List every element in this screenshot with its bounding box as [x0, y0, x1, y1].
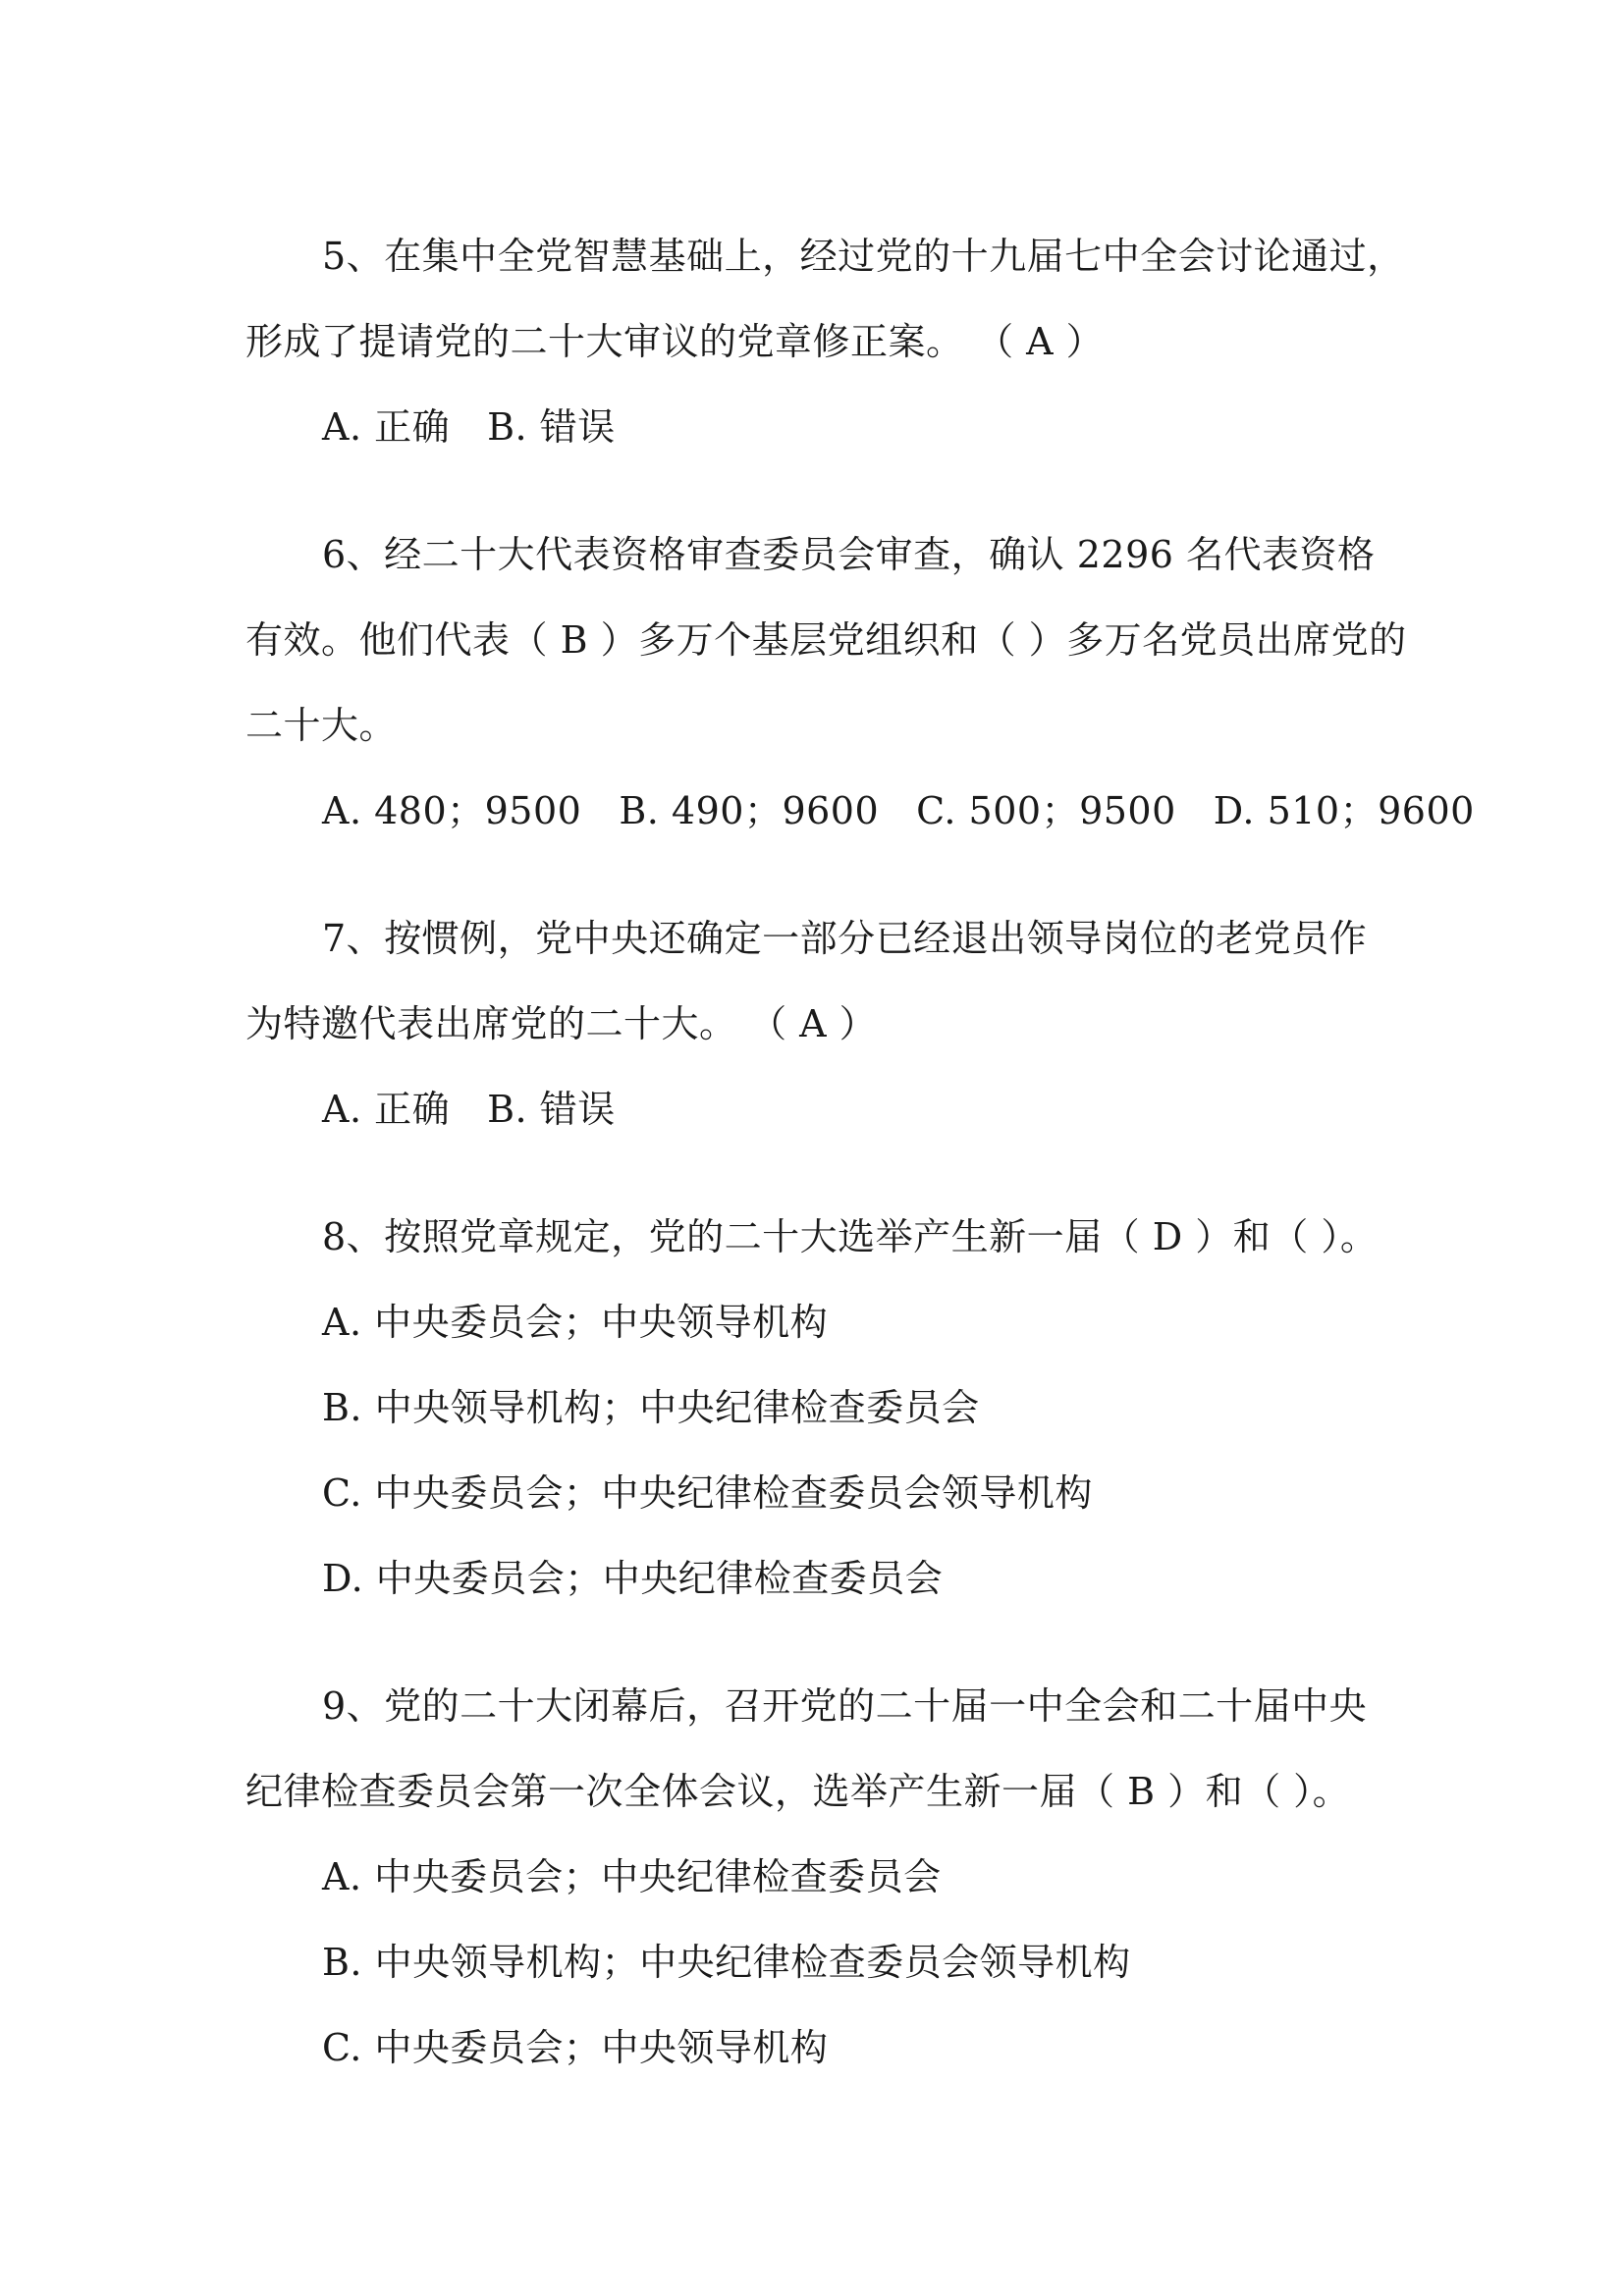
- option-c: C. 中央委员会；中央领导机构: [322, 2026, 829, 2069]
- option-a: A. 正确: [322, 405, 451, 449]
- option-row: [245, 385, 1389, 470]
- question-9: [245, 1664, 1389, 2091]
- option-a: A. 中央委员会；中央纪律检查委员会: [322, 1855, 942, 1898]
- question-text-line: 为特邀代表出席党的二十大。 （ A ）: [245, 1002, 878, 1045]
- option-a: A. 正确: [322, 1088, 451, 1131]
- question-gap: [245, 470, 1389, 512]
- question-7: [245, 896, 1389, 1152]
- option-b: B. 错误: [487, 1088, 616, 1131]
- question-8: [245, 1195, 1389, 1622]
- option-c: C. 500；9500: [916, 789, 1176, 832]
- question-text-line: 6、经二十大代表资格审查委员会审查，确认 2296 名代表资格: [322, 533, 1376, 576]
- option-a: A. 480；9500: [322, 789, 582, 832]
- option-d: D. 中央委员会；中央纪律检查委员会: [322, 1557, 944, 1600]
- question-6: [245, 512, 1475, 854]
- question-text-line: 二十大。: [245, 704, 398, 747]
- quiz-content: [245, 214, 1475, 2091]
- question-text-line: 有效。他们代表（ B ）多万个基层党组织和（ ）多万名党员出席党的: [245, 618, 1407, 662]
- question-text-line: 8、按照党章规定，党的二十大选举产生新一届（ D ）和（ ）。: [322, 1215, 1379, 1258]
- option-row: [245, 769, 1475, 854]
- question-text-line: 7、按惯例，党中央还确定一部分已经退出领导岗位的老党员作: [322, 917, 1368, 960]
- question-gap: [245, 1152, 1389, 1195]
- option-b: B. 中央领导机构；中央纪律检查委员会领导机构: [322, 1941, 1131, 1984]
- option-row: [245, 1067, 1389, 1152]
- question-5: [245, 214, 1405, 470]
- question-gap: [245, 854, 1389, 896]
- question-text-line: 9、党的二十大闭幕后，召开党的二十届一中全会和二十届中央: [322, 1684, 1368, 1728]
- option-d: D. 510；9600: [1213, 789, 1475, 832]
- option-b: B. 错误: [487, 405, 616, 449]
- option-b: B. 490；9600: [619, 789, 880, 832]
- question-text-line: 形成了提请党的二十大审议的党章修正案。 （ A ）: [245, 320, 1105, 363]
- question-text-line: 纪律检查委员会第一次全体会议，选举产生新一届（ B ）和（ ）。: [245, 1770, 1351, 1813]
- question-text-line: 5、在集中全党智慧基础上，经过党的十九届七中全会讨论通过，: [322, 235, 1405, 278]
- option-c: C. 中央委员会；中央纪律检查委员会领导机构: [322, 1471, 1093, 1515]
- option-a: A. 中央委员会；中央领导机构: [322, 1301, 829, 1344]
- question-gap: [245, 1622, 1389, 1664]
- option-b: B. 中央领导机构；中央纪律检查委员会: [322, 1386, 980, 1429]
